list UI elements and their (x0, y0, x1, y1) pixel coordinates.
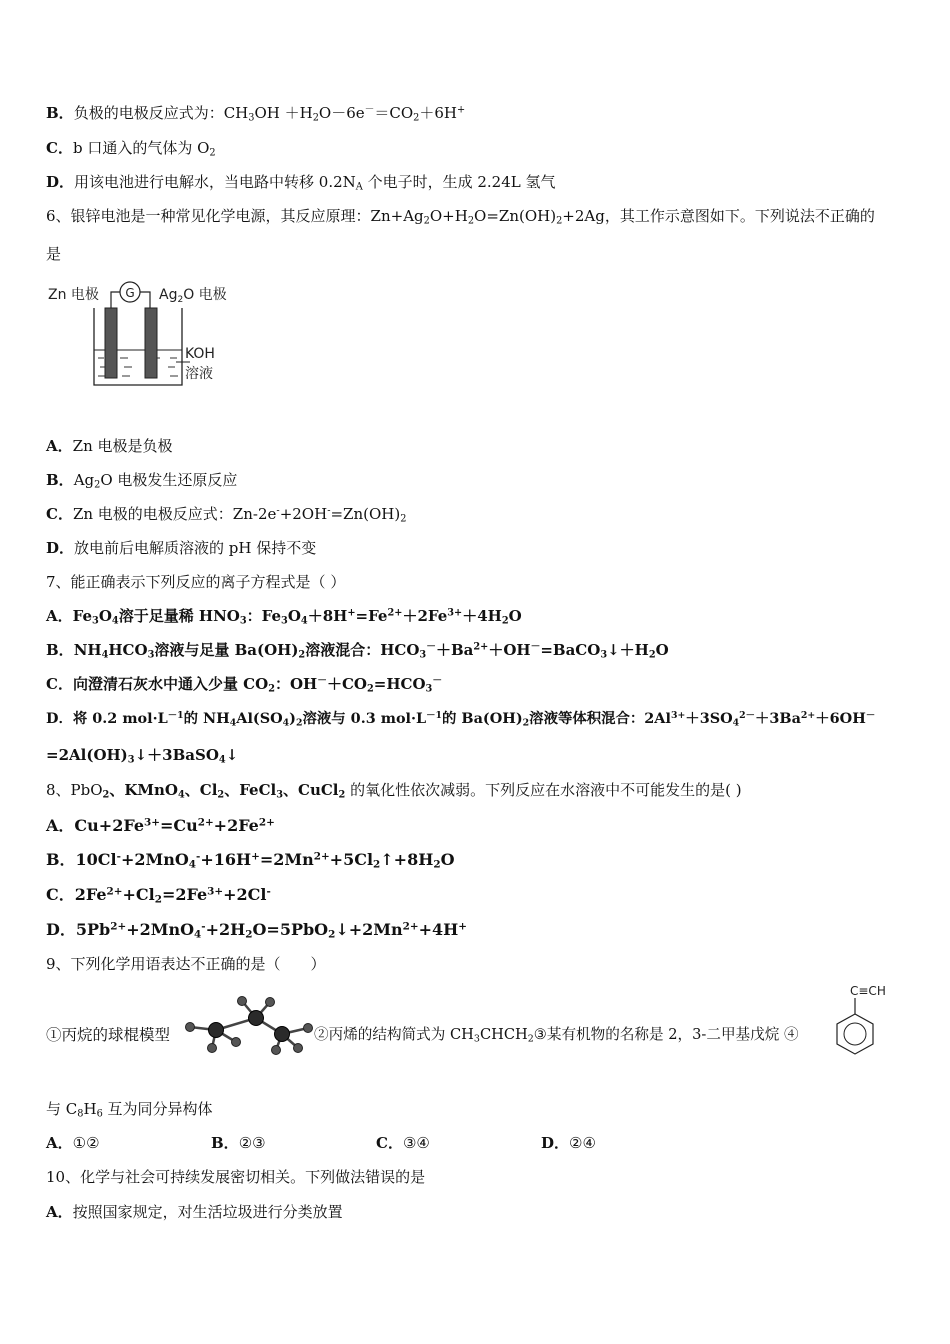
ag2o-electrode-label: $Ag_2O$ 电极 (159, 287, 227, 305)
q5-option-c: C．b 口通入的气体为 $O_2$ (46, 139, 216, 159)
q10-option-a: A．按照国家规定，对生活垃圾进行分类放置 (46, 1203, 343, 1221)
q5-option-b: B．负极的电极反应式为：$CH_3OH +H_2O-6e^-=CO_2+6H^+$ (46, 104, 466, 124)
ag2o-electrode (145, 308, 157, 378)
zn-electrode (105, 308, 117, 378)
q9-options (46, 1132, 596, 1153)
q9-option-c: C．③④ (376, 1134, 430, 1152)
galvanometer-label: G (125, 286, 135, 300)
q5-option-d: D．用该电池进行电解水，当电路中转移 $0.2N_A$ 个电子时，生成 2.24L 氢气 (46, 173, 556, 193)
q7-option-a: A．$Fe_3O_4$溶于足量稀 $HNO_3$：$Fe_3O_4+8H^+=Fe^{2+}+2Fe^{3+}+4H_2O$ (46, 607, 522, 627)
q9-option-d: D．②④ (541, 1134, 596, 1152)
ethynyl-label: C≡CH (850, 984, 886, 998)
q6-stem-continued: 是 (46, 245, 62, 263)
q8-option-c: C．$2Fe^{2+}+Cl_2=2Fe^{3+}+2Cl^-$ (46, 885, 271, 906)
q9-item-4-continued: 与 $C_8H_6$ 互为同分异构体 (46, 1100, 213, 1120)
q9-option-b: B．②③ (211, 1134, 266, 1152)
q7-option-d: D．将 0.2 $mol\cdot L^{-1}$的 $NH_4Al(SO_4)_2$溶液与 0.3 $mol\cdot L^{-1}$的 $Ba(OH)_2$溶液等体积混合：$2Al^{3+}+3SO_4^{2-}+3Ba^{2+}+6OH^-$ (46, 709, 876, 729)
q7-stem: 7、能正确表示下列反应的离子方程式是（ ） (46, 573, 346, 591)
q9-stem: 9、下列化学用语表达不正确的是（ ） (46, 955, 326, 973)
zn-electrode-label: Zn 电极 (48, 287, 99, 303)
q8-option-d: D．$5Pb^{2+}+2MnO_4^-+2H_2O=5PbO_2↓+2Mn^{2+}+4H^+$ (46, 920, 467, 941)
q8-option-a: A．$Cu+2Fe^{3+}=Cu^{2+}+2Fe^{2+}$ (46, 816, 275, 835)
q7-option-d-continued: $=2Al(OH)_3↓+3BaSO_4↓$ (46, 746, 239, 766)
q7-option-c: C．向澄清石灰水中通入少量 $CO_2$：$OH^-+CO_2=HCO_3^-$ (46, 675, 443, 695)
battery-diagram (44, 272, 244, 397)
q8-option-b: B．$10Cl^-+2MnO_4^-+16H^+=2Mn^{2+}+5Cl_2↑+8H_2O$ (46, 850, 455, 871)
q6-option-c: C．Zn 电极的电极反应式：$Zn-2e^-+2OH^-=Zn(OH)_2$ (46, 505, 407, 525)
q9-option-a: A．①② (46, 1134, 100, 1152)
q6-stem: 6、银锌电池是一种常见化学电源，其反应原理：$Zn+Ag_2O+H_2O=Zn(OH)_2+2Ag$，其工作示意图如下。下列说法不正确的 (46, 207, 875, 227)
q10-stem: 10、化学与社会可持续发展密切相关。下列做法错误的是 (46, 1168, 426, 1186)
q9-item-1: ①丙烷的球棍模型 (46, 1026, 171, 1044)
benzene-ring-icon (837, 1014, 873, 1054)
propane-ball-stick-model (184, 994, 314, 1056)
aromatic-circle (844, 1023, 866, 1045)
solution-label: 溶液 (185, 366, 213, 382)
phenylacetylene-structure (832, 982, 896, 1062)
koh-label: KOH (185, 346, 215, 362)
wire-right (140, 292, 150, 308)
q7-option-b: B．$NH_4HCO_3$溶液与足量 $Ba(OH)_2$溶液混合：$HCO_3^-+Ba^{2+}+OH^-=BaCO_3↓+H_2O$ (46, 641, 669, 661)
q6-option-b: B．$Ag_2O$ 电极发生还原反应 (46, 471, 238, 491)
q9-items-2-4: ②丙烯的结构简式为 $CH_3CHCH_2③$某有机物的名称是 2，3-二甲基戊烷 ④ (314, 1026, 799, 1045)
q6-option-d: D．放电前后电解质溶液的 pH 保持不变 (46, 539, 317, 557)
q8-stem: 8、PbO$_2$、KMnO$_4$、$Cl_2$、FeCl$_3$、CuCl$_2$ 的氧化性依次减弱。下列反应在水溶液中不可能发生的是( ) (46, 781, 742, 801)
q6-option-a: A．Zn 电极是负极 (46, 437, 173, 455)
wire-left (111, 292, 120, 308)
